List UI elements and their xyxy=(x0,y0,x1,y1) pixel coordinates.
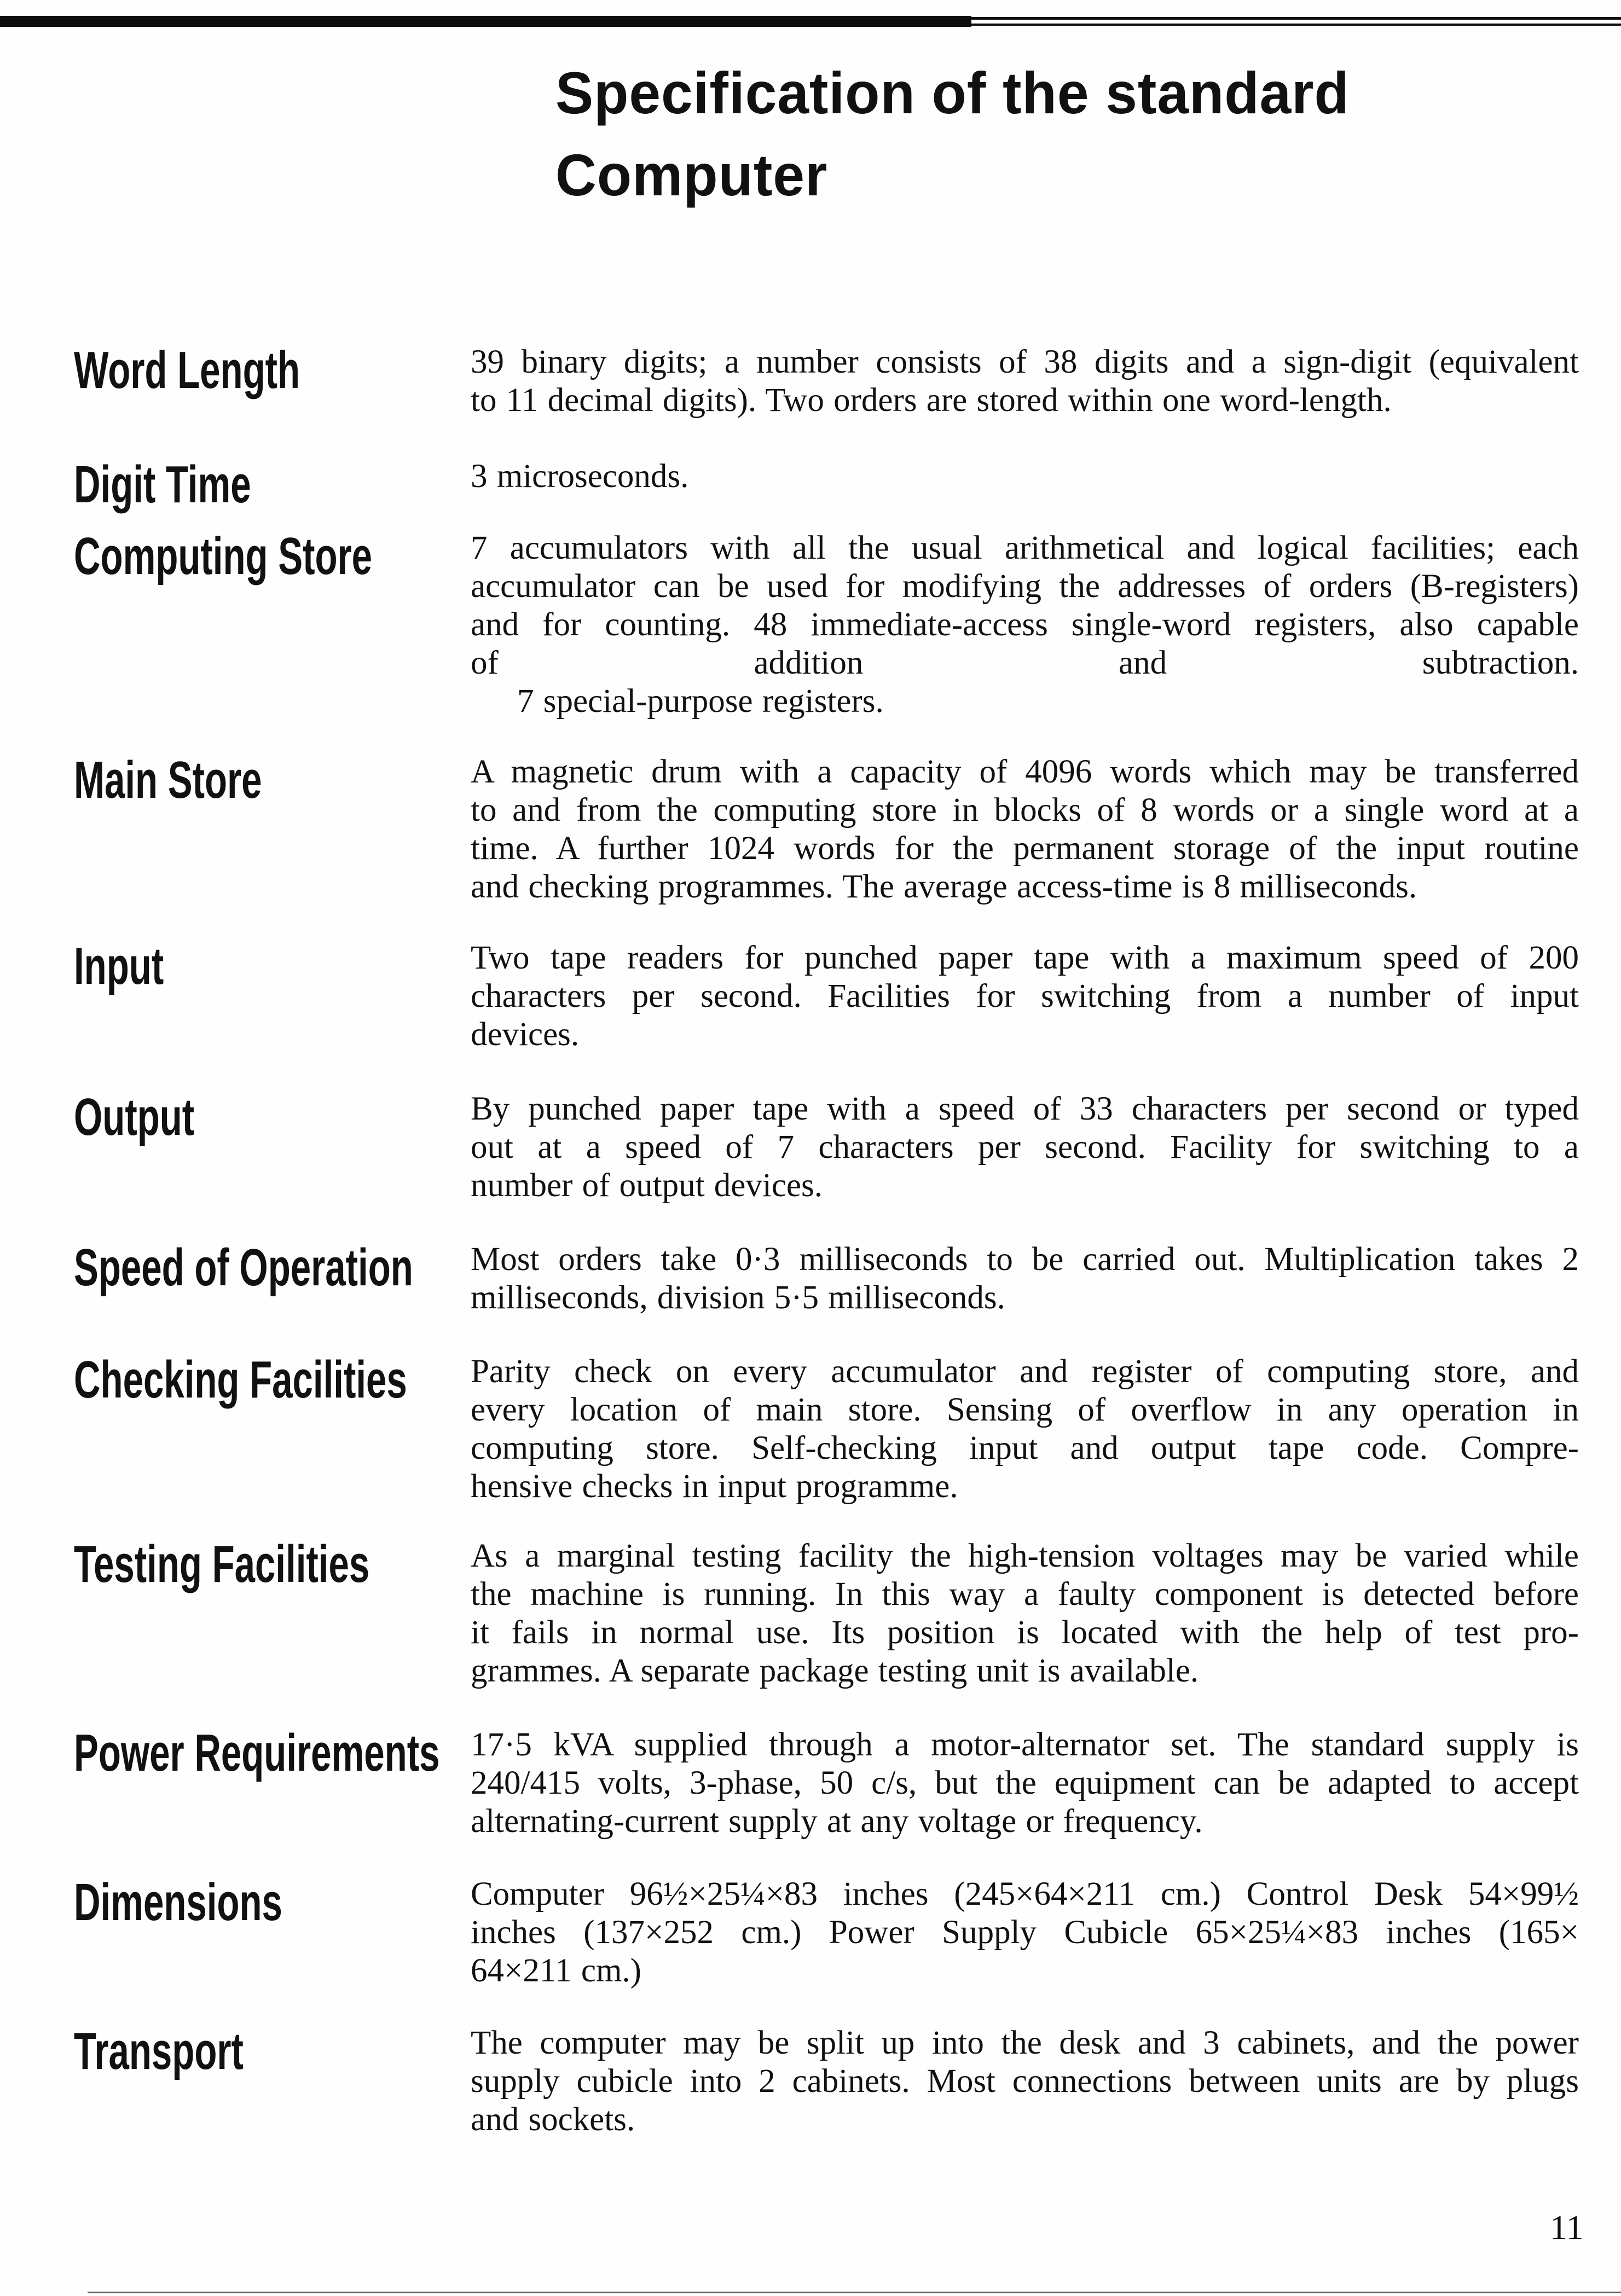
spec-text-line: grammes. A separate package testing unit is available. xyxy=(471,1653,1199,1689)
spec-body xyxy=(471,1875,1579,1990)
spec-label: Computing Store xyxy=(74,527,373,585)
spec-text-line: Most orders take 0·3 milliseconds to be carried out. Multiplication takes 2 xyxy=(471,1241,1579,1278)
spec-text-line: 64×211 cm.) xyxy=(471,1952,641,1989)
spec-text-line: to and from the computing store in blocks of 8 words or a single word at a xyxy=(471,792,1579,828)
spec-label: Output xyxy=(74,1088,195,1146)
spec-text-line: Parity check on every accumulator and register of computing store, and xyxy=(471,1353,1579,1390)
spec-text-line: out at a speed of 7 characters per second. Facility for switching to a xyxy=(471,1129,1579,1166)
page-title-line-2: Computer xyxy=(555,142,828,208)
spec-text-line: computing store. Self-checking input and output tape code. Compre- xyxy=(471,1430,1579,1466)
spec-text-line: and checking programmes. The average access-time is 8 milliseconds. xyxy=(471,868,1417,905)
spec-text-line: devices. xyxy=(471,1016,580,1053)
spec-body xyxy=(471,343,1579,420)
page-title xyxy=(555,52,1350,216)
spec-text-line: 240/415 volts, 3-phase, 50 c/s, but the equipment can be adapted to accept xyxy=(471,1765,1579,1801)
spec-text-line: 7 accumulators with all the usual arithmetical and logical facilities; each xyxy=(471,530,1579,566)
spec-body xyxy=(471,529,1579,721)
spec-text-line: to 11 decimal digits). Two orders are stored within one word-length. xyxy=(471,382,1392,419)
spec-label: Word Length xyxy=(74,341,300,399)
spec-label: Testing Facilities xyxy=(74,1535,370,1593)
spec-text-line: number of output devices. xyxy=(471,1167,823,1204)
bottom-rule xyxy=(88,2292,1621,2293)
spec-label: Checking Facilities xyxy=(74,1350,407,1409)
spec-label: Speed of Operation xyxy=(74,1238,413,1297)
spec-text-line: the machine is running. In this way a faulty component is detected before xyxy=(471,1576,1579,1613)
spec-text-line: accumulator can be used for modifying the addresses of orders (B-registers) xyxy=(471,568,1579,605)
spec-text-line: hensive checks in input programme. xyxy=(471,1468,958,1505)
spec-text-line: and sockets. xyxy=(471,2101,635,2138)
spec-label: Power Requirements xyxy=(74,1724,440,1782)
spec-label: Digit Time xyxy=(74,455,251,514)
spec-body xyxy=(471,1726,1579,1841)
spec-text-line: every location of main store. Sensing of overflow in any operation in xyxy=(471,1391,1579,1428)
spec-label: Dimensions xyxy=(74,1873,282,1932)
spec-text-line: milliseconds, division 5·5 milliseconds. xyxy=(471,1279,1005,1316)
spec-text-line: alternating-current supply at any voltage or frequency. xyxy=(471,1803,1203,1840)
spec-body xyxy=(471,1240,1579,1317)
spec-text-line: 7 special-purpose registers. xyxy=(517,683,884,720)
spec-label: Input xyxy=(74,937,164,995)
top-rule-band xyxy=(0,16,971,27)
spec-text-line: it fails in normal use. Its position is located with the help of test pro- xyxy=(471,1614,1579,1651)
spec-body xyxy=(471,2024,1579,2139)
spec-text-line: of addition and subtraction. xyxy=(471,645,1579,681)
spec-text-line: A magnetic drum with a capacity of 4096 words which may be transferred xyxy=(471,753,1579,790)
spec-text-line: As a marginal testing facility the high-tension voltages may be varied while xyxy=(471,1538,1579,1574)
page-title-line-1: Specification of the standard xyxy=(555,60,1350,126)
spec-text-line: 39 binary digits; a number consists of 38 digits and a sign-digit (equivalent xyxy=(471,344,1579,380)
spec-body xyxy=(471,1537,1579,1690)
spec-text-line: inches (137×252 cm.) Power Supply Cubicle 65×25¼×83 inches (165× xyxy=(471,1914,1579,1951)
spec-text-line: The computer may be split up into the desk and 3 cabinets, and the power xyxy=(471,2025,1579,2061)
spec-text-line: Two tape readers for punched paper tape with a maximum speed of 200 xyxy=(471,940,1579,976)
spec-text-line: time. A further 1024 words for the permanent storage of the input routine xyxy=(471,830,1579,867)
spec-body xyxy=(471,1353,1579,1506)
page-number: 11 xyxy=(1550,2208,1584,2247)
spec-text-line: By punched paper tape with a speed of 33 characters per second or typed xyxy=(471,1091,1579,1127)
spec-text-line: characters per second. Facilities for switching from a number of input xyxy=(471,978,1579,1014)
spec-text-line: 17·5 kVA supplied through a motor-alternator set. The standard supply is xyxy=(471,1726,1579,1763)
spec-text-line: and for counting. 48 immediate-access single-word registers, also capable xyxy=(471,606,1579,643)
spec-text-line: Computer 96½×25¼×83 inches (245×64×211 cm.) Control Desk 54×99½ xyxy=(471,1876,1579,1912)
spec-body xyxy=(471,753,1579,906)
spec-text-line: supply cubicle into 2 cabinets. Most connections between units are by plugs xyxy=(471,2063,1579,2100)
spec-text-line: 3 microseconds. xyxy=(471,458,689,495)
spec-body xyxy=(471,939,1579,1054)
spec-label: Main Store xyxy=(74,751,262,809)
spec-body xyxy=(471,457,1579,496)
spec-label: Transport xyxy=(74,2022,244,2080)
spec-body xyxy=(471,1090,1579,1205)
